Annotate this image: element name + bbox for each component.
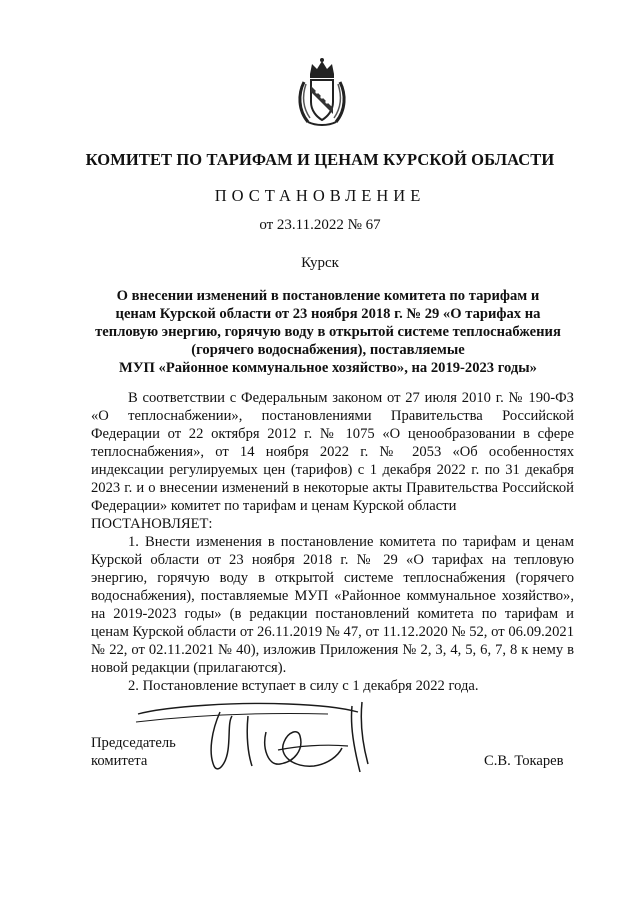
document-subject [90, 287, 566, 377]
signer-title-line1: Председатель [91, 735, 176, 751]
subject-line: (горячего водоснабжения), поставляемые [191, 342, 465, 358]
document-number: от 23.11.2022 № 67 [259, 217, 381, 233]
organization-name: КОМИТЕТ ПО ТАРИФАМ И ЦЕНАМ КУРСКОЙ ОБЛАСТИ [85, 150, 555, 169]
handwritten-signature-icon [128, 692, 388, 782]
document-type: ПОСТАНОВЛЕНИЕ [214, 186, 426, 205]
item-1-paragraph: 1. Внести изменения в постановление комитета по тарифам и ценам Курской области от 23 ноября 2018 г. № 29 «О тарифах на тепловую энергию, горячую воду в открытой системе теплоснабжения (горячего водоснабжения), поставляемые МУП «Районное коммунальное хозяйство», на 2019-2023 годы» (в редакции постановлений комитета по тарифам и ценам Курской области от 26.11.2019 № 47, от 11.12.2020 № 52, от 06.09.2021 № 22, от 02.11.2021 № 40), изложив Приложения № 2, 3, 4, 5, 6, 7, 8 к нему в новой редакции (прилагаются). [91, 534, 574, 676]
decree-word: ПОСТАНОВЛЯЕТ: [91, 516, 213, 532]
subject-line: ценам Курской области от 23 ноября 2018 г. № 29 «О тарифах на [115, 306, 541, 322]
document-city: Курск [301, 255, 339, 271]
subject-line: О внесении изменений в постановление комитета по тарифам и [116, 288, 540, 304]
item-2-paragraph: 2. Постановление вступает в силу с 1 декабря 2022 года. [128, 678, 479, 694]
signer-title-line2: комитета [91, 753, 148, 769]
kursk-coat-of-arms-icon [290, 56, 354, 128]
signer-name: С.В. Токарев [484, 753, 564, 769]
document-body [91, 389, 574, 695]
subject-line: МУП «Районное коммунальное хозяйство», на 2019-2023 годы» [119, 360, 537, 376]
preamble-paragraph: В соответствии с Федеральным законом от 27 июля 2010 г. № 190-ФЗ «О теплоснабжении», постановлениями Правительства Российской Федерации от 22 октября 2012 г. № 1075 «О ценообразовании в сфере теплоснабжения», от 14 ноября 2022 г. № 2053 «Об особенностях индексации регулируемых цен (тарифов) с 1 декабря 2022 г. по 31 декабря 2023 г. и о внесении изменений в некоторые акты Правительства Российской Федерации» комитет по тарифам и ценам Курской области [91, 390, 574, 514]
subject-line: тепловую энергию, горячую воду в открытой системе теплоснабжения [95, 324, 561, 340]
